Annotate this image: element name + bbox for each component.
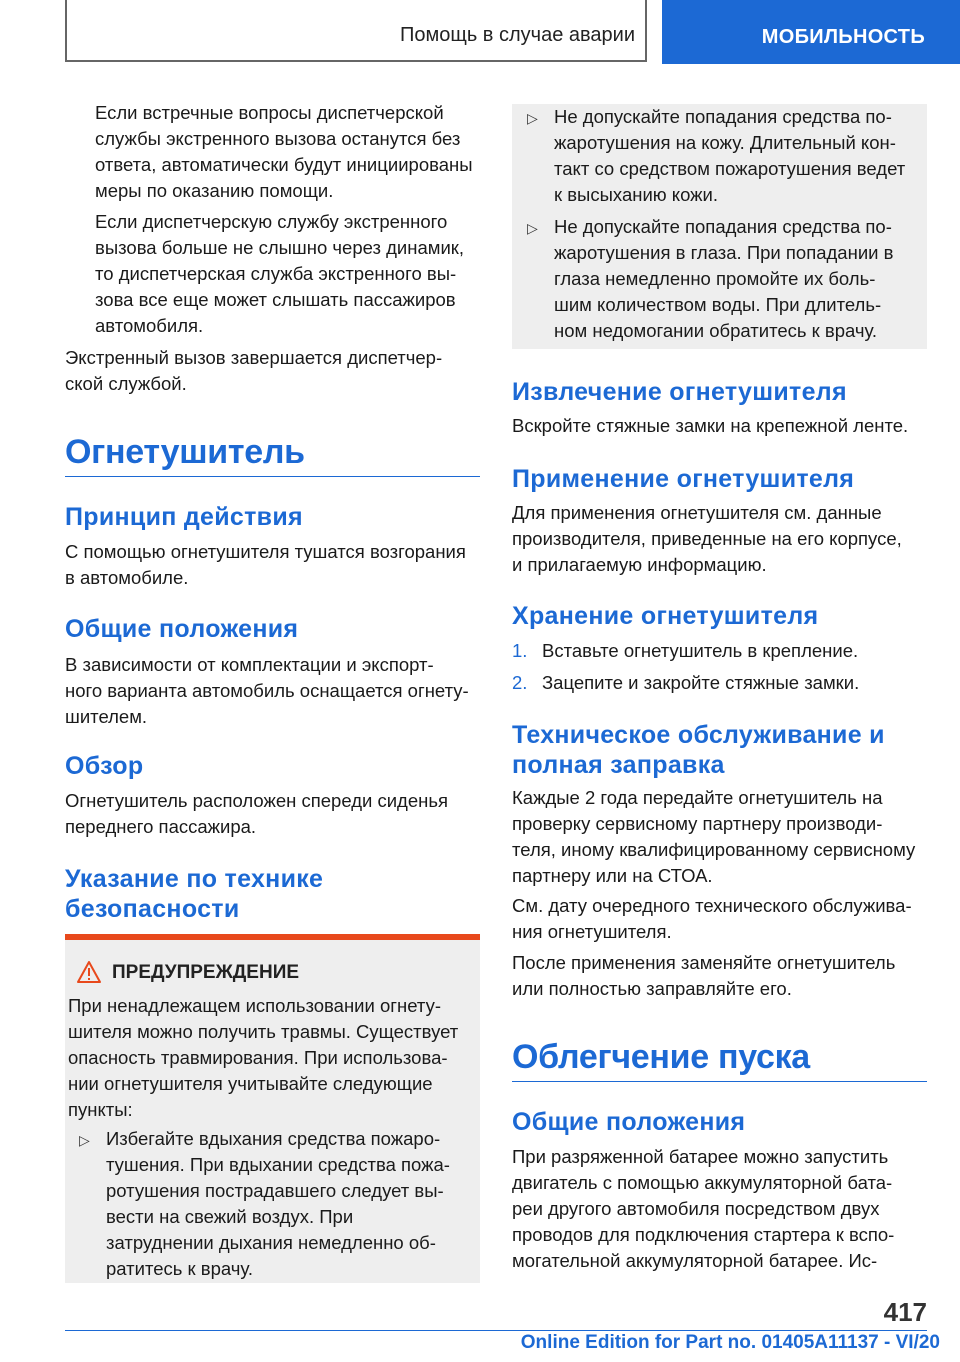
- step-text: Вставьте огнетушитель в крепление.: [542, 640, 859, 661]
- heading-use: Применение огнетушителя: [512, 465, 855, 493]
- bullet-arrow-icon: ▷: [527, 220, 538, 236]
- heading-general: Общие положения: [65, 615, 299, 643]
- heading-rule: [65, 476, 480, 477]
- intro-paragraph-1: Если встречные вопросы диспетчерской службы экстренного вызова останутся без ответа, автоматически будут инициированы меры по оказанию помощи.: [95, 102, 473, 201]
- maintenance-paragraph-3: После применения заменяйте огнетушитель или полностью заправляйте его.: [512, 952, 896, 999]
- heading-jumpstart: Облегчение пуска: [512, 1038, 810, 1076]
- footer-edition-text: Online Edition for Part no. 01405A11137 - VI/20: [520, 1332, 940, 1353]
- maintenance-paragraph-2: См. дату очередного технического обслужива- ния огнетушителя.: [512, 895, 912, 942]
- bullet-arrow-icon: ▷: [79, 1132, 90, 1148]
- intro-paragraph-2: Если диспетчерскую службу экстренного вызова больше не слышно через динамик, то диспетчерская служба экстренного вы- зова все еще может слышать пассажиров автомобиля.: [95, 211, 465, 336]
- bullet-arrow-icon: ▷: [527, 110, 538, 126]
- heading-general-2: Общие положения: [512, 1108, 746, 1136]
- step-number: 2.: [512, 672, 528, 693]
- warning-title: ПРЕДУПРЕЖДЕНИЕ: [112, 962, 300, 983]
- use-paragraph: Для применения огнетушителя см. данные производителя, приведенные на его корпусе, и прилагаемую информацию.: [512, 502, 902, 575]
- heading-storage: Хранение огнетушителя: [512, 602, 819, 630]
- warning-list-item: Не допускайте попадания средства по- жаротушения в глаза. При попадании в глаза немедленно промойте их боль- шим количеством воды. При длитель- ном недомогании обратитесь к врачу.: [554, 216, 894, 341]
- warning-list-item: Не допускайте попадания средства по- жаротушения на кожу. Длительный кон- такт со средством пожаротушения ведет к высыханию кожи.: [554, 106, 906, 205]
- chapter-tab-label: МОБИЛЬНОСТЬ: [761, 26, 925, 48]
- general-paragraph: В зависимости от комплектации и экспорт- ного варианта автомобиль оснащается огнету- шителем.: [65, 654, 469, 727]
- intro-paragraph-3: Экстренный вызов завершается диспетчер- ской службой.: [65, 347, 443, 394]
- jumpstart-paragraph: При разряженной батарее можно запустить двигатель с помощью аккумуляторной бата- реи другого автомобиля посредством двух проводов для подключения стартера к вспо- могательной аккумуляторной батарее. Ис-: [512, 1146, 895, 1271]
- warning-triangle-icon: [76, 960, 102, 984]
- heading-safety: Указание по технике безопасности: [65, 865, 324, 923]
- section-title: Помощь в случае аварии: [400, 24, 635, 46]
- heading-principle: Принцип действия: [65, 503, 303, 531]
- page-number: 417: [883, 1297, 927, 1327]
- maintenance-paragraph-1: Каждые 2 года передайте огнетушитель на проверку сервисному партнеру производи- теля, иному квалифицированному сервисному партнеру или на СТОА.: [512, 787, 916, 886]
- heading-maintenance: Техническое обслуживание и полная заправка: [512, 721, 885, 779]
- removal-paragraph: Вскройте стяжные замки на крепежной ленте.: [512, 415, 909, 436]
- warning-text: При ненадлежащем использовании огнету- шителя можно получить травмы. Существует опасность травмирования. При использова- нии огнетушителя учитывайте следующие пункты:: [68, 995, 459, 1120]
- heading-extinguisher: Огнетушитель: [65, 433, 305, 471]
- heading-overview: Обзор: [65, 752, 144, 780]
- footer-rule: [65, 1330, 927, 1331]
- overview-paragraph: Огнетушитель расположен спереди сиденья переднего пассажира.: [65, 790, 449, 837]
- chapter-tab[interactable]: [662, 0, 960, 64]
- heading-rule: [512, 1081, 927, 1082]
- principle-paragraph: С помощью огнетушителя тушатся возгорания в автомобиле.: [65, 541, 466, 588]
- step-text: Зацепите и закройте стяжные замки.: [542, 672, 860, 693]
- warning-list-item: Избегайте вдыхания средства пожаро- тушения. При вдыхании средства пожа- ротушения пострадавшего следует вы- вести на свежий воздух. При затруднении дыхания немедленно об- ратитесь к врачу.: [106, 1128, 450, 1279]
- heading-removal: Извлечение огнетушителя: [512, 378, 847, 406]
- step-number: 1.: [512, 640, 528, 661]
